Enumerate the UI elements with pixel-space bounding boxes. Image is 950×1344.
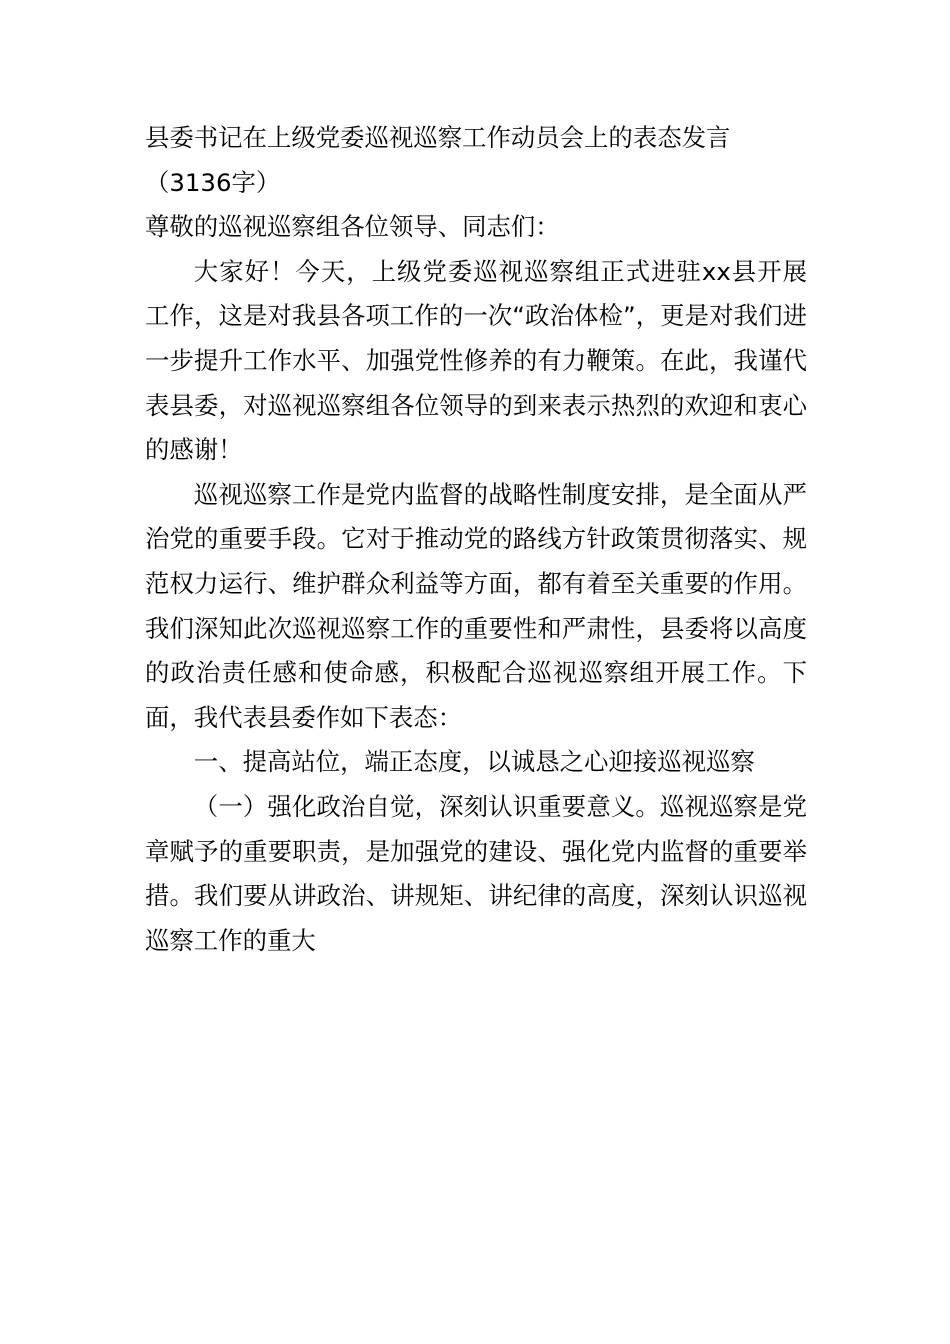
document-title-line1: 县委书记在上级党委巡视巡察工作动员会上的表态发言: [145, 123, 731, 152]
salutation: 尊敬的巡视巡察组各位领导、同志们：: [145, 212, 560, 242]
document-page: [145, 116, 807, 963]
paragraph-importance: 巡视巡察工作是党内监督的战略性制度安排，是全面从严治党的重要手段。它对于推动党的路线方针政策贯彻落实、规范权力运行、维护群众利益等方面，都有着至关重要的作用。我们深知此次巡视巡察工作的重要性和严肃性，县委将以高度的政治责任感和使命感，积极配合巡视巡察组开展工作。下面，我代表县委作如下表态：: [145, 479, 807, 732]
section-heading: 一、提高站位，端正态度，以诚恳之心迎接巡视巡察: [193, 747, 755, 777]
paragraph-greeting: 大家好！今天，上级党委巡视巡察组正式进驻xx县开展工作，这是对我县各项工作的一次“政治体检”，更是对我们进一步提升工作水平、加强党性修养的有力鞭策。在此，我谨代表县委，对巡视巡察组各位领导的到来表示热烈的欢迎和衷心的感谢！: [145, 256, 807, 465]
subsection-paragraph: （一）强化政治自觉，深刻认识重要意义。巡视巡察是党章赋予的重要职责，是加强党的建设、强化党内监督的重要举措。我们要从讲政治、讲规矩、讲纪律的高度，深刻认识巡视巡察工作的重大: [145, 791, 807, 955]
document-title-line2: （3136字）: [145, 167, 281, 197]
